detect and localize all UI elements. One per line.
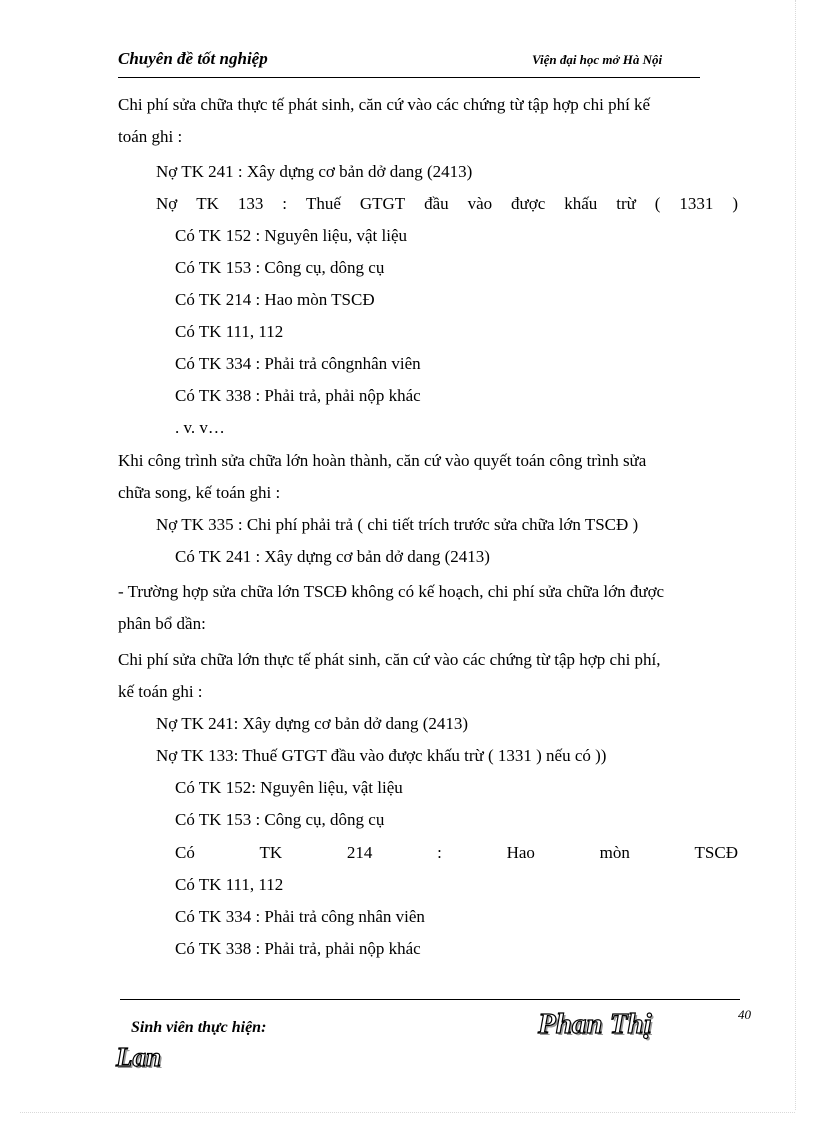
word: trừ [616,194,636,213]
header-rule [118,77,700,78]
entry-line: Nợ TK 241 : Xây dựng cơ bản dở dang (2413) [156,162,473,181]
word: ( [654,194,661,213]
paragraph-line: chữa song, kế toán ghi : [118,483,281,502]
word: Nợ [156,194,178,213]
entry-line: Có TK 153 : Công cụ, dông cụ [175,258,385,277]
word: khấu [564,194,598,213]
word: TK [259,843,283,862]
entry-line-justified [156,194,738,214]
page-edge-right [793,0,796,1110]
entry-line: Nợ TK 335 : Chi phí phải trả ( chi tiết trích trước sửa chữa lớn TSCĐ ) [156,515,639,534]
entry-line: Có TK 153 : Công cụ, dông cụ [175,810,385,829]
word: vào [467,194,493,213]
word: TK [196,194,219,213]
entry-line: Có TK 152: Nguyên liệu, vật liệu [175,778,403,797]
page-number: 40 [738,1007,751,1022]
entry-line: Có TK 338 : Phải trả, phải nộp khác [175,386,421,405]
word: : [282,194,287,213]
word: 133 [237,194,264,213]
entry-line: Có TK 111, 112 [175,322,284,341]
word: : [437,843,442,862]
entry-line: Có TK 111, 112 [175,875,284,894]
page-edge-bottom [20,1112,795,1114]
entry-line: Có TK 152 : Nguyên liệu, vật liệu [175,226,407,245]
paragraph-line: Chi phí sửa chữa lớn thực tế phát sinh, căn cứ vào các chứng từ tập hợp chi phí, [118,650,661,669]
entry-line: Có TK 241 : Xây dựng cơ bản dở dang (2413) [175,547,490,566]
word: mòn [599,843,630,862]
author-name-part1: Phan Thị [538,1008,652,1040]
entry-line-justified [175,843,738,863]
word: GTGT [359,194,406,213]
entry-line: Nợ TK 133: Thuế GTGT đầu vào được khấu trừ ( 1331 ) nếu có )) [156,746,607,765]
word: Có [175,843,195,862]
header-title: Chuyên đề tốt nghiệp [118,49,268,68]
entry-line: . v. v… [175,418,225,437]
footer-label: Sinh viên thực hiện: [131,1019,267,1036]
entry-line: Nợ TK 241: Xây dựng cơ bản dở dang (2413) [156,714,469,733]
paragraph-line: Khi công trình sửa chữa lớn hoàn thành, căn cứ vào quyết toán công trình sửa [118,451,647,470]
word: được [511,194,546,213]
word: 214 [346,843,373,862]
paragraph-line: phân bổ dần: [118,614,206,633]
entry-line: Có TK 334 : Phải trả công nhân viên [175,907,425,926]
word: ) [732,194,738,213]
author-name-part2: Lan [116,1042,162,1072]
entry-line: Có TK 338 : Phải trả, phải nộp khác [175,939,421,958]
paragraph-line: kế toán ghi : [118,682,203,701]
word: đầu [424,194,449,213]
word: Hao [506,843,535,862]
entry-line: Có TK 334 : Phải trả côngnhân viên [175,354,421,373]
footer-rule [120,999,740,1000]
paragraph-line: - Trường hợp sửa chữa lớn TSCĐ không có kế hoạch, chi phí sửa chữa lớn được [118,582,665,601]
word: 1331 [679,194,714,213]
entry-line: Có TK 214 : Hao mòn TSCĐ [175,290,375,309]
paragraph-line: Chi phí sửa chữa thực tế phát sinh, căn cứ vào các chứng từ tập hợp chi phí kế [118,95,651,114]
word: TSCĐ [694,843,738,862]
word: Thuế [305,194,341,213]
paragraph-line: toán ghi : [118,127,183,146]
header-institution: Viện đại học mở Hà Nội [532,52,663,67]
